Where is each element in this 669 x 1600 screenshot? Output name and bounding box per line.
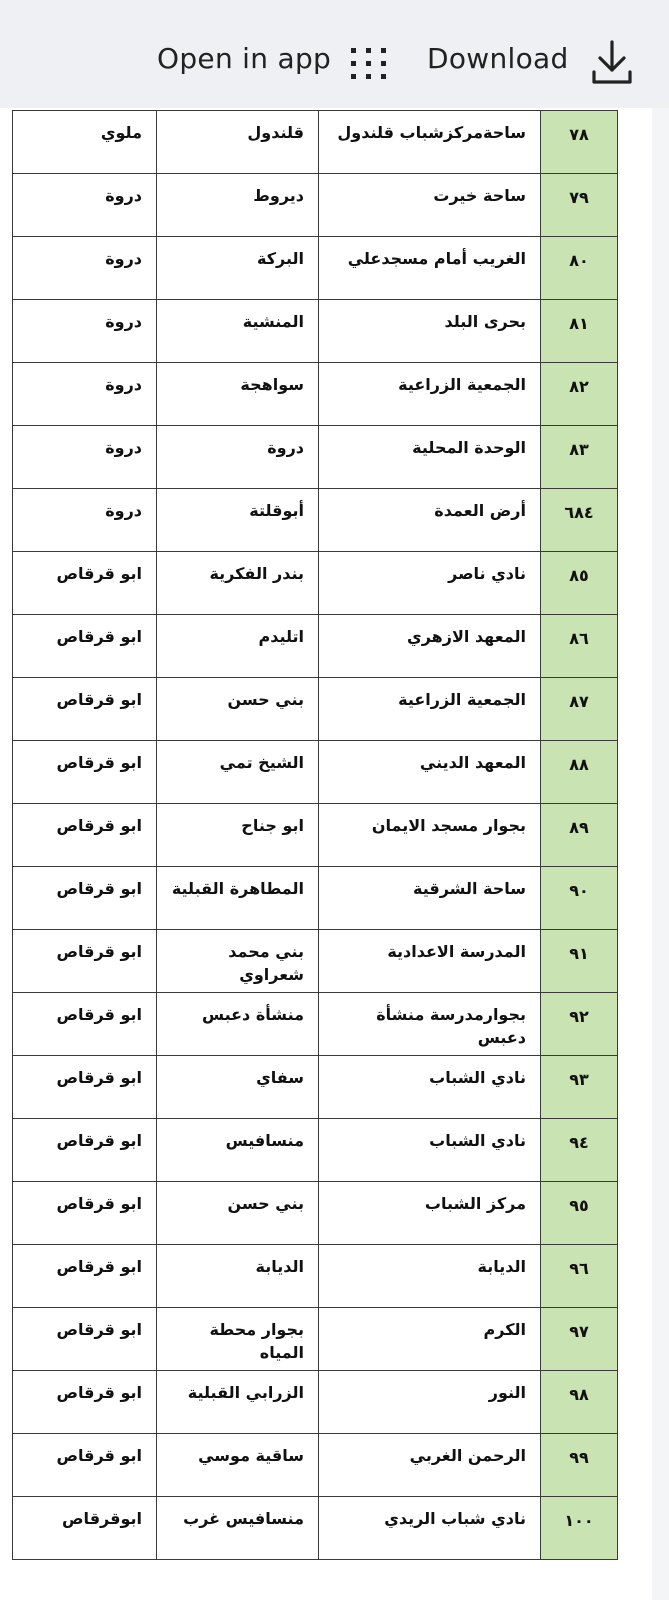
district-cell: دروة	[13, 363, 157, 426]
village-cell: دروة	[157, 426, 319, 489]
number-cell: ٩٣	[541, 1056, 618, 1119]
number-cell: ٩٧	[541, 1308, 618, 1371]
scrollbar-track[interactable]	[652, 108, 669, 1600]
number-cell: ١٠٠	[541, 1497, 618, 1560]
table-row	[13, 489, 618, 552]
table-row	[13, 174, 618, 237]
district-cell: ابو قرقاص	[13, 993, 157, 1056]
district-cell: ابو قرقاص	[13, 1119, 157, 1182]
district-cell: ابو قرقاص	[13, 1182, 157, 1245]
number-cell: ٩٥	[541, 1182, 618, 1245]
village-cell: بني حسن	[157, 1182, 319, 1245]
document-viewer[interactable]	[0, 108, 652, 1600]
table-row	[13, 804, 618, 867]
district-cell: دروة	[13, 426, 157, 489]
number-cell: ٧٩	[541, 174, 618, 237]
village-cell: بني محمد شعراوي	[157, 930, 319, 993]
district-cell: ابو قرقاص	[13, 1308, 157, 1371]
village-cell: ساقية موسي	[157, 1434, 319, 1497]
village-cell: ديروط	[157, 174, 319, 237]
location-cell: نادي شباب الريدي	[319, 1497, 541, 1560]
table-row	[13, 111, 618, 174]
number-cell: ٨٠	[541, 237, 618, 300]
location-cell: المدرسة الاعدادية	[319, 930, 541, 993]
location-cell: ساحة الشرقية	[319, 867, 541, 930]
number-cell: ٨٣	[541, 426, 618, 489]
district-cell: ابو قرقاص	[13, 867, 157, 930]
apps-grid-icon[interactable]	[349, 44, 389, 84]
table-row	[13, 678, 618, 741]
table-row	[13, 1497, 618, 1560]
download-button[interactable]: Download	[427, 42, 569, 75]
district-cell: ابو قرقاص	[13, 741, 157, 804]
table-row	[13, 552, 618, 615]
location-cell: ساحة خيرت	[319, 174, 541, 237]
table-row	[13, 237, 618, 300]
location-cell: الغريب أمام مسجدعلي	[319, 237, 541, 300]
location-cell: مركز الشباب	[319, 1182, 541, 1245]
table-row	[13, 426, 618, 489]
village-cell: منسافيس	[157, 1119, 319, 1182]
table-row	[13, 300, 618, 363]
number-cell: ٩٠	[541, 867, 618, 930]
location-cell: الجمعية الزراعية	[319, 678, 541, 741]
number-cell: ٨٥	[541, 552, 618, 615]
viewer-toolbar	[0, 22, 669, 108]
number-cell: ٩٦	[541, 1245, 618, 1308]
table-row	[13, 1119, 618, 1182]
district-cell: ملوي	[13, 111, 157, 174]
district-cell: ابو قرقاص	[13, 1245, 157, 1308]
table-row	[13, 930, 618, 993]
district-cell: ابو قرقاص	[13, 1371, 157, 1434]
table-row	[13, 1245, 618, 1308]
district-cell: ابو قرقاص	[13, 1056, 157, 1119]
table-row	[13, 1182, 618, 1245]
location-cell: النور	[319, 1371, 541, 1434]
number-cell: ٩٨	[541, 1371, 618, 1434]
location-cell: الرحمن الغربي	[319, 1434, 541, 1497]
location-cell: نادي ناصر	[319, 552, 541, 615]
district-cell: دروة	[13, 300, 157, 363]
district-cell: ابو قرقاص	[13, 1434, 157, 1497]
download-icon[interactable]	[590, 38, 634, 86]
location-cell: ساحةمركزشباب قلندول	[319, 111, 541, 174]
district-cell: ابو قرقاص	[13, 678, 157, 741]
number-cell: ٩١	[541, 930, 618, 993]
number-cell: ٩٢	[541, 993, 618, 1056]
location-cell: أرض العمدة	[319, 489, 541, 552]
village-cell: قلندول	[157, 111, 319, 174]
village-cell: البركة	[157, 237, 319, 300]
village-cell: المنشية	[157, 300, 319, 363]
number-cell: ٨٦	[541, 615, 618, 678]
location-cell: نادي الشباب	[319, 1056, 541, 1119]
district-cell: دروة	[13, 489, 157, 552]
status-strip	[0, 0, 669, 22]
table-row	[13, 615, 618, 678]
number-cell: ٨١	[541, 300, 618, 363]
table-row	[13, 993, 618, 1056]
location-cell: الجمعية الزراعية	[319, 363, 541, 426]
location-cell: الوحدة المحلية	[319, 426, 541, 489]
location-cell: بجوارمدرسة منشأة دعبس	[319, 993, 541, 1056]
number-cell: ٧٨	[541, 111, 618, 174]
location-cell: بجوار مسجد الايمان	[319, 804, 541, 867]
village-cell: أبوقلتة	[157, 489, 319, 552]
village-cell: سفاي	[157, 1056, 319, 1119]
district-cell: دروة	[13, 237, 157, 300]
location-cell: المعهد الديني	[319, 741, 541, 804]
village-cell: المطاهرة القبلية	[157, 867, 319, 930]
location-cell: المعهد الازهري	[319, 615, 541, 678]
number-cell: ٩٤	[541, 1119, 618, 1182]
number-cell: ٦٨٤	[541, 489, 618, 552]
number-cell: ٨٢	[541, 363, 618, 426]
location-cell: نادي الشباب	[319, 1119, 541, 1182]
table-row	[13, 1371, 618, 1434]
data-table	[12, 110, 618, 1560]
number-cell: ٨٩	[541, 804, 618, 867]
village-cell: بني حسن	[157, 678, 319, 741]
village-cell: الديابة	[157, 1245, 319, 1308]
village-cell: الزرابي القبلية	[157, 1371, 319, 1434]
village-cell: منسافيس غرب	[157, 1497, 319, 1560]
district-cell: دروة	[13, 174, 157, 237]
district-cell: ابو قرقاص	[13, 615, 157, 678]
district-cell: ابو قرقاص	[13, 552, 157, 615]
number-cell: ٨٧	[541, 678, 618, 741]
number-cell: ٩٩	[541, 1434, 618, 1497]
table-row	[13, 363, 618, 426]
village-cell: بجوار محطة المياه	[157, 1308, 319, 1371]
table-row	[13, 867, 618, 930]
village-cell: سواهجة	[157, 363, 319, 426]
location-cell: الديابة	[319, 1245, 541, 1308]
village-cell: اتليدم	[157, 615, 319, 678]
open-in-app-button[interactable]: Open in app	[157, 42, 332, 75]
table-row	[13, 1056, 618, 1119]
table-row	[13, 1434, 618, 1497]
district-cell: ابو قرقاص	[13, 930, 157, 993]
village-cell: الشيخ تمي	[157, 741, 319, 804]
number-cell: ٨٨	[541, 741, 618, 804]
village-cell: منشأة دعبس	[157, 993, 319, 1056]
district-cell: ابو قرقاص	[13, 804, 157, 867]
village-cell: بندر الفكرية	[157, 552, 319, 615]
location-cell: الكرم	[319, 1308, 541, 1371]
district-cell: ابوقرقاص	[13, 1497, 157, 1560]
table-row	[13, 1308, 618, 1371]
village-cell: ابو جناح	[157, 804, 319, 867]
location-cell: بحرى البلد	[319, 300, 541, 363]
table-row	[13, 741, 618, 804]
